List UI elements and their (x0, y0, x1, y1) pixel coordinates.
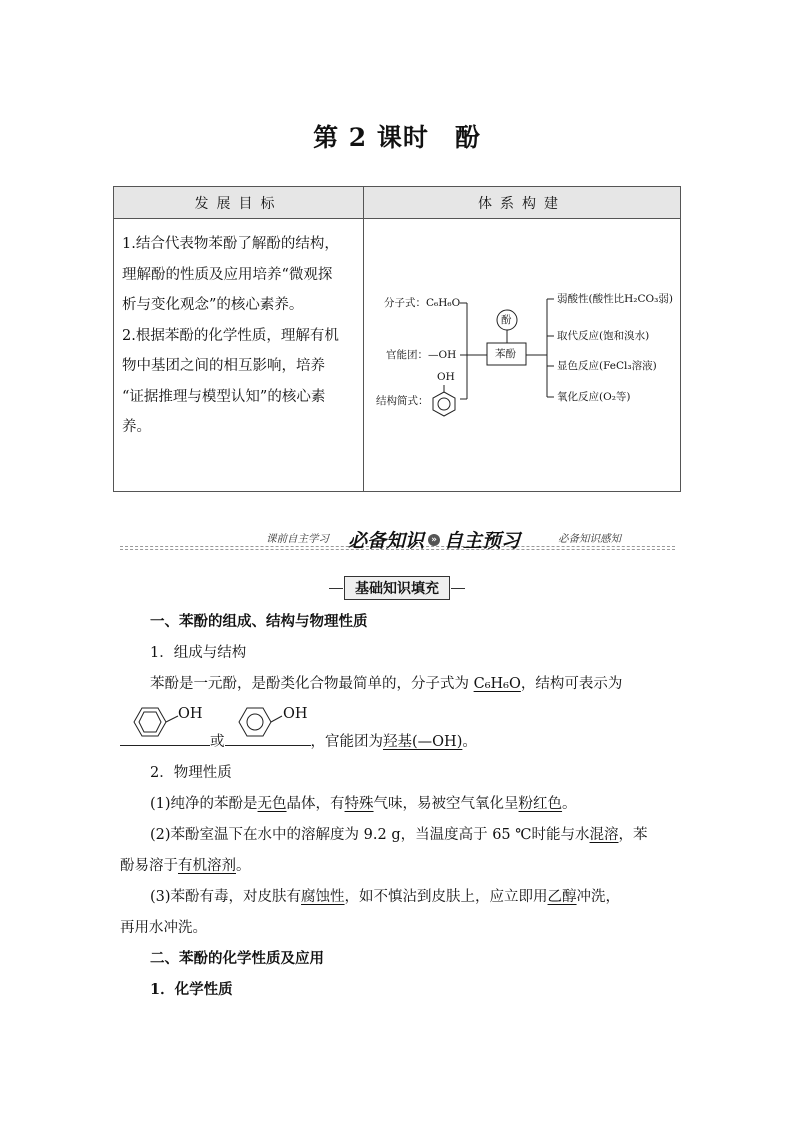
phenol-class-node: 酚 (501, 314, 512, 326)
goal-line: 析与变化观念”的核心素养。 (122, 297, 304, 313)
section-label-box (0, 576, 794, 600)
answer-formula: C₆H₆O (473, 676, 521, 692)
goals-cell (114, 219, 364, 492)
goal-line: 理解酚的性质及应用培养“微观探 (122, 266, 333, 283)
property-oxidation: 氧化反应(O₂等) (557, 391, 631, 403)
subheading-structure: 1．组成与结构 (150, 645, 247, 661)
text: (1)纯净的苯酚是 (150, 796, 258, 812)
blank-line (225, 732, 311, 746)
text: 。 (462, 734, 477, 750)
subheading-physical: 2．物理性质 (150, 765, 232, 781)
system-cell (364, 219, 681, 492)
banner-main-a: 必备知识 (348, 530, 425, 552)
property-line-2 (150, 823, 648, 844)
answer: 混溶 (589, 827, 619, 843)
property-line-2b (120, 854, 251, 875)
arrow-icon: » (428, 534, 440, 546)
system-header: 体系构建 (364, 187, 681, 219)
structure-label: 结构简式： (376, 395, 429, 407)
answer: 特殊 (344, 796, 374, 812)
text: 或 (210, 734, 225, 750)
paragraph-group (120, 730, 477, 751)
formula-label: 分子式：C₆H₆O (384, 297, 461, 309)
property-color: 显色反应(FeCl₃溶液) (557, 360, 657, 372)
oh-label-1: OH (178, 706, 203, 722)
text: ，如不慎沾到皮肤上，应立即用 (344, 889, 548, 905)
goals-table (113, 186, 681, 492)
goal-line: 养。 (122, 419, 151, 435)
goal-line: 2.根据苯酚的化学性质，理解有机 (122, 327, 339, 344)
oh-label: OH (437, 371, 455, 383)
section-label (344, 576, 450, 600)
subheading-chemical: 1．化学性质 (150, 981, 233, 998)
answer: 乙醇 (547, 889, 577, 905)
text: 气味，易被空气氧化呈 (373, 796, 519, 812)
text: (3)苯酚有毒，对皮肤有 (150, 889, 302, 905)
property-line-3 (150, 885, 620, 906)
property-line-1 (150, 792, 577, 813)
banner-right: 必备知识感知 (558, 533, 621, 545)
concept-diagram (364, 219, 680, 491)
answer-group: 羟基(—OH) (383, 734, 463, 750)
text: 苯酚是一元酚，是酚类化合物最简单的，分子式为 (150, 676, 474, 692)
text: ，结构可表示为 (520, 676, 623, 692)
text: 酚易溶于 (120, 858, 178, 874)
text: 。 (236, 858, 251, 874)
text: (2)苯酚室温下在水中的溶解度为 9.2 g，当温度高于 65 ℃时能与水 (150, 827, 590, 843)
answer: 粉红色 (518, 796, 563, 812)
text: 。 (562, 796, 577, 812)
section-banner (120, 526, 675, 552)
goals-text (114, 219, 363, 443)
goal-line: 物中基团之间的相互影响，培养 (122, 358, 325, 374)
paragraph-formula (150, 672, 622, 693)
banner-main (348, 526, 520, 553)
text: ，苯 (618, 827, 648, 843)
property-acidity: 弱酸性(酸性比H₂CO₃弱) (557, 293, 673, 305)
answer: 无色 (257, 796, 287, 812)
page-title: 第 2 课时 酚 (313, 123, 481, 152)
goals-header: 发展目标 (114, 187, 364, 219)
oh-label-2: OH (283, 706, 308, 722)
heading-two: 二、苯酚的化学性质及应用 (150, 950, 324, 967)
heading-one: 一、苯酚的组成、结构与物理性质 (150, 613, 368, 630)
goal-line: “证据推理与模型认知”的核心素 (122, 388, 326, 405)
answer: 有机溶剂 (178, 858, 236, 874)
benzenol-node: 苯酚 (495, 348, 516, 360)
banner-main-b: 自主预习 (444, 530, 521, 552)
banner-left: 课前自主学习 (266, 533, 329, 545)
text: 冲洗， (576, 889, 621, 905)
blank-line (120, 732, 210, 746)
text: ，官能团为 (310, 734, 383, 750)
text: 晶体，有 (286, 796, 345, 812)
group-label: 官能团：—OH (386, 349, 457, 361)
section-label-text: 基础知识填充 (355, 581, 439, 597)
property-line-3b: 再用水冲洗。 (120, 920, 207, 936)
goal-line: 1.结合代表物苯酚了解酚的结构， (122, 236, 339, 252)
answer: 腐蚀性 (301, 889, 345, 905)
property-substitution: 取代反应(饱和溴水) (557, 330, 650, 342)
